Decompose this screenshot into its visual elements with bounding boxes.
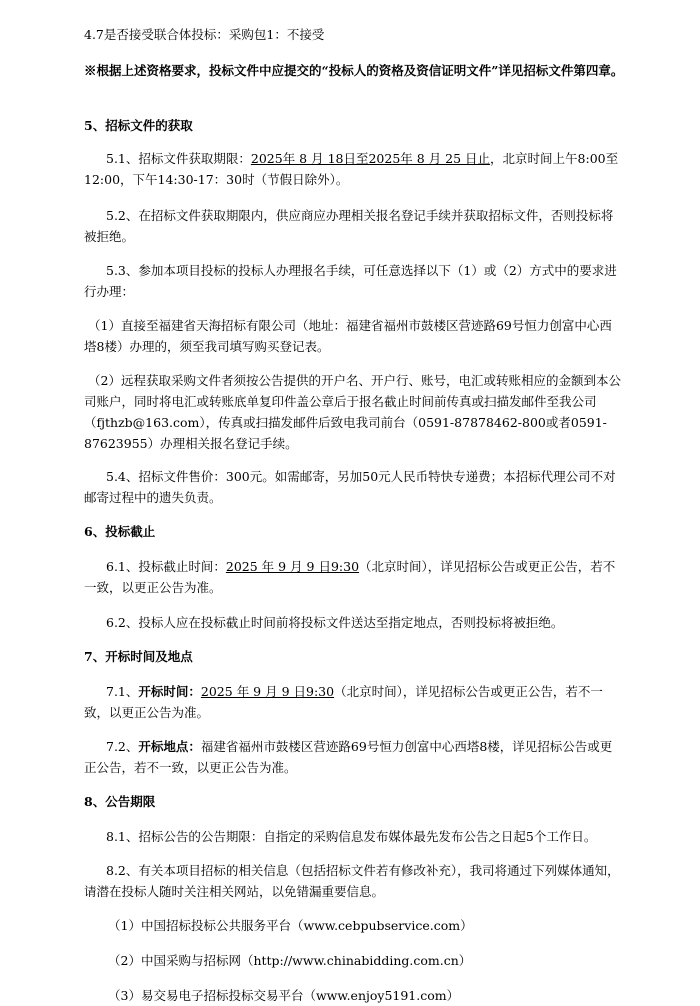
- section-5-1-suffix: ，北京时间上午8:00至12:00，下午14:30-17：30时（节假日除外）。: [84, 151, 619, 187]
- section-8-title: 8、公告期限: [84, 794, 156, 809]
- section-5-1: [84, 148, 624, 190]
- section-6-1-prefix: 6.1、投标截止时间：: [106, 559, 226, 574]
- section-7-2-text: 福建省福州市鼓楼区营迹路69号恒力创富中心西塔8楼，详见招标公告或更正公告，若不一致，以更正公告为准。: [84, 739, 613, 775]
- section-5-3-option-2: （2）远程获取采购文件者须按公告提供的开户名、开户行、账号，电汇或转账相应的金额到本公司账户，同时将电汇或转账底单复印件盖公章后于报名截止时间前传真或扫描发邮件至我公司（fjthzb@163.com），传真或扫描发邮件后致电我司前台（0591-87878462-800或者0591-87623955）办理相关报名登记手续。: [84, 373, 621, 451]
- media-item: （3）易交易电子招标投标交易平台（www.enjoy5191.com）: [108, 988, 460, 1003]
- section-5-1-period: 2025年 8 月 18日至2025年 8 月 25 日止: [250, 151, 491, 166]
- media-item: （1）中国招标投标公共服务平台（www.cebpubservice.com）: [108, 918, 473, 933]
- section-7-title: 7、开标时间及地点: [84, 649, 193, 664]
- section-8-1: 8.1、招标公告的公告期限：自指定的采购信息发布媒体最先发布公告之日起5个工作日。: [106, 829, 597, 844]
- section-5-4: 5.4、招标文件售价：300元。如需邮寄，另加50元人民币特快专递费；本招标代理公司不对邮寄过程中的遗失负责。: [84, 469, 616, 505]
- section-6-1-suffix: （北京时间），详见招标公告或更正公告，若不一致，以更正公告为准。: [84, 559, 616, 595]
- section-5-title: 5、招标文件的获取: [84, 118, 193, 133]
- section-6-2: 6.2、投标人应在投标截止时间前将投标文件送达至指定地点，否则投标将被拒绝。: [106, 615, 564, 630]
- section-5-3: 5.3、参加本项目投标的投标人办理报名手续，可任意选择以下（1）或（2）方式中的要求进行办理：: [84, 263, 617, 299]
- section-7-2: [84, 736, 624, 778]
- section-8-2: 8.2、有关本项目招标的相关信息（包括招标文件若有修改补充），我司将通过下列媒体通知，请潜在投标人随时关注相关网站，以免错漏重要信息。: [84, 863, 620, 899]
- media-item: （2）中国采购与招标网（http://www.chinabidding.com.cn）: [108, 953, 472, 968]
- section-7-1-suffix: （北京时间），详见招标公告或更正公告，若不一致，以更正公告为准。: [84, 684, 603, 720]
- section-5-1-prefix: 5.1、招标文件获取期限：: [106, 151, 251, 166]
- line-4-7: 4.7是否接受联合体投标：采购包1：不接受: [84, 27, 325, 42]
- section-7-1-prefix: 7.1、: [106, 684, 139, 699]
- section-7-2-prefix: 7.2、: [106, 739, 139, 754]
- section-5-2: 5.2、在招标文件获取期限内，供应商应办理相关报名登记手续并获取招标文件，否则投标将被拒绝。: [84, 208, 614, 244]
- section-7-1-label: 开标时间：: [138, 684, 201, 699]
- qualification-note: ※根据上述资格要求，投标文件中应提交的“投标人的资格及资信证明文件”详见招标文件第四章。: [84, 63, 624, 78]
- section-6-title: 6、投标截止: [84, 524, 156, 539]
- section-7-1: [84, 681, 624, 723]
- section-7-2-label: 开标地点：: [138, 739, 201, 754]
- section-6-1: [84, 556, 624, 598]
- section-5-3-option-1: （1）直接至福建省天海招标有限公司（地址：福建省福州市鼓楼区营迹路69号恒力创富中心西塔8楼）办理的，须至我司填写购买登记表。: [84, 318, 612, 354]
- section-7-1-time: 2025 年 9 月 9 日9:30: [200, 684, 335, 699]
- section-6-1-time: 2025 年 9 月 9 日9:30: [225, 559, 360, 574]
